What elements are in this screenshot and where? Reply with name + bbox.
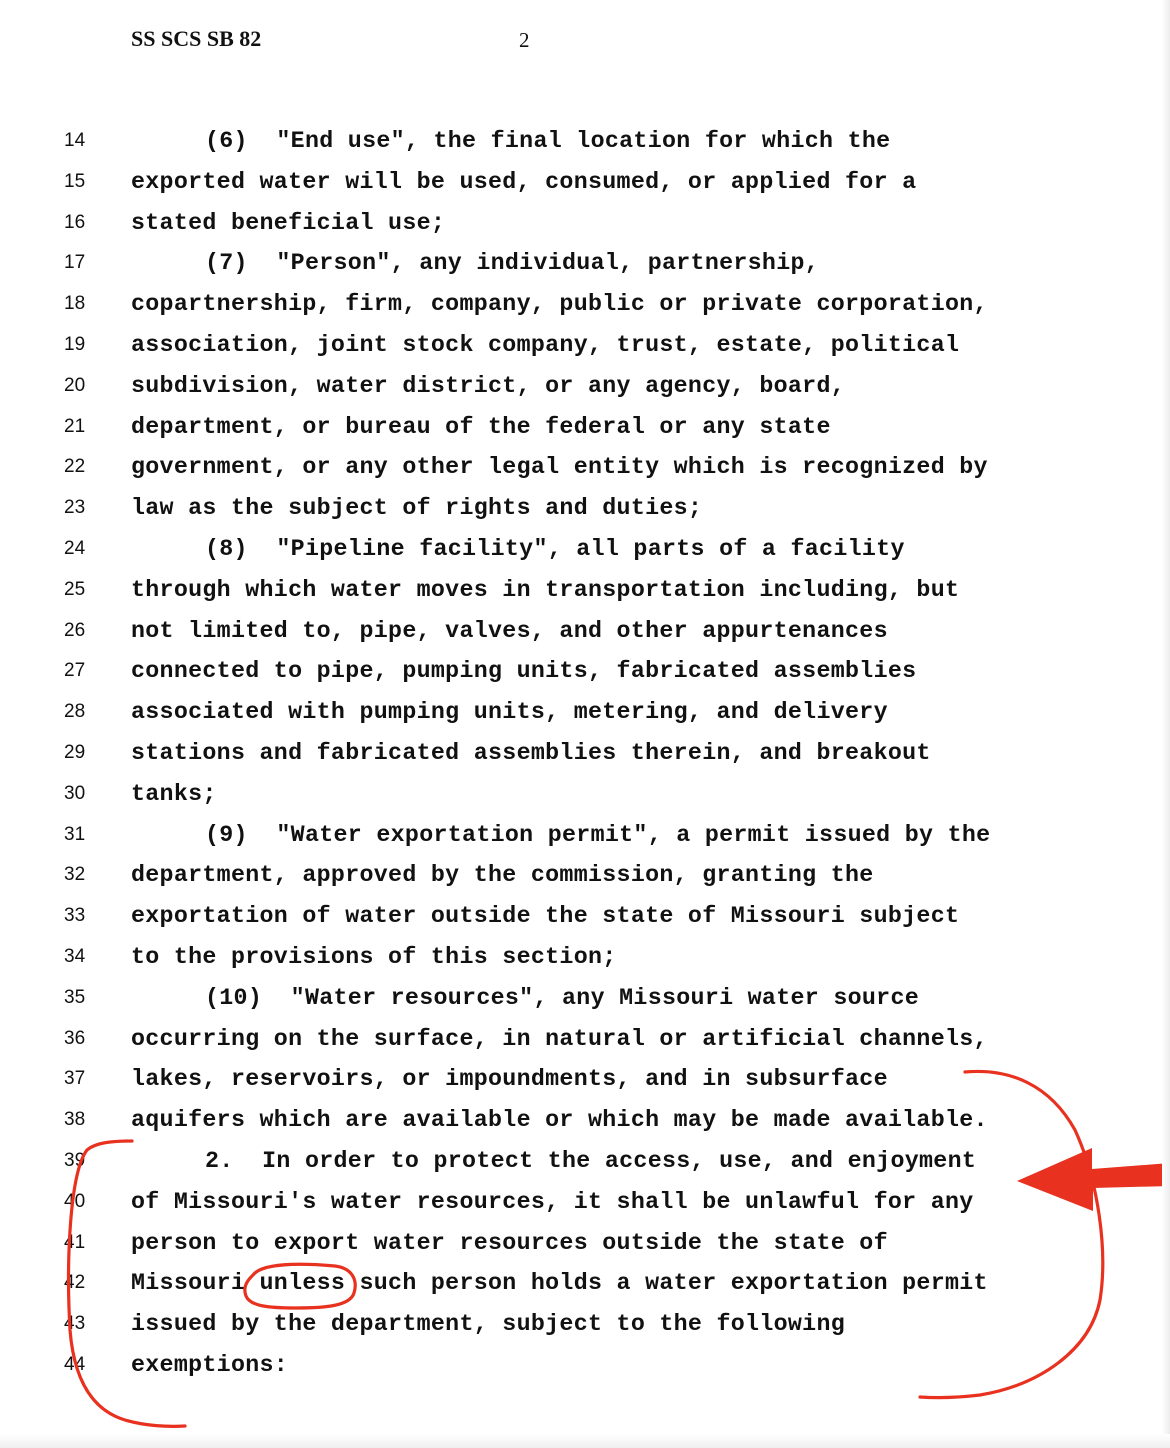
text-line: [0, 1307, 1170, 1348]
line-text: exemptions:: [131, 1351, 289, 1378]
line-number: 26: [64, 619, 86, 641]
page-number: 2: [519, 28, 530, 52]
line-text: (9) "Water exportation permit", a permit issued by the: [205, 821, 991, 848]
text-line: [0, 165, 1170, 206]
line-text: department, approved by the commission, granting the: [131, 862, 874, 889]
line-number: 20: [64, 374, 86, 396]
line-text: government, or any other legal entity which is recognized by: [131, 454, 988, 481]
line-text: 2. In order to protect the access, use, and enjoyment: [205, 1147, 977, 1174]
line-text: stations and fabricated assemblies therein, and breakout: [131, 739, 931, 766]
text-line: [0, 1185, 1170, 1226]
line-number: 42: [64, 1272, 86, 1294]
line-number: 16: [64, 211, 86, 233]
line-text: law as the subject of rights and duties;: [131, 495, 703, 522]
line-number: 31: [64, 823, 86, 845]
line-number: 14: [64, 130, 86, 151]
line-number: 29: [64, 741, 86, 763]
line-number: 40: [64, 1190, 86, 1212]
line-text: exported water will be used, consumed, or applied for a: [131, 168, 917, 195]
line-number: 28: [64, 701, 86, 723]
line-number: 34: [64, 945, 86, 967]
line-text: exportation of water outside the state of Missouri subject: [131, 903, 960, 930]
text-line: [0, 573, 1170, 614]
text-line: [0, 1144, 1170, 1185]
bill-text-body: [0, 124, 1170, 1389]
line-number: 44: [64, 1353, 86, 1375]
text-line: [0, 818, 1170, 859]
line-text: through which water moves in transportation including, but: [131, 576, 960, 603]
line-number: 37: [64, 1068, 86, 1090]
text-line: [0, 124, 1170, 165]
line-number: 36: [64, 1027, 86, 1049]
line-text: association, joint stock company, trust, estate, political: [131, 331, 960, 358]
text-line: [0, 1226, 1170, 1267]
text-line: [0, 1103, 1170, 1144]
line-text: person to export water resources outside the state of: [131, 1229, 888, 1256]
line-text: tanks;: [131, 780, 217, 807]
text-line: [0, 858, 1170, 899]
line-text: associated with pumping units, metering, and delivery: [131, 699, 888, 726]
line-text: connected to pipe, pumping units, fabricated assemblies: [131, 658, 917, 685]
text-line: [0, 532, 1170, 573]
text-line: [0, 940, 1170, 981]
line-text: of Missouri's water resources, it shall be unlawful for any: [131, 1188, 974, 1215]
line-number: 25: [64, 578, 86, 600]
text-line: [0, 777, 1170, 818]
text-line: [0, 1062, 1170, 1103]
line-text: (7) "Person", any individual, partnership,: [205, 250, 820, 277]
line-text: (6) "End use", the final location for which the: [205, 128, 891, 154]
line-number: 21: [64, 415, 86, 437]
line-number: 35: [64, 986, 86, 1008]
line-text: Missouri unless such person holds a water exportation permit: [131, 1270, 988, 1297]
page-bottom-shadow: [0, 1434, 1170, 1448]
bill-identifier: SS SCS SB 82: [131, 26, 262, 51]
line-number: 39: [64, 1149, 86, 1171]
text-line: [0, 981, 1170, 1022]
line-text: aquifers which are available or which may be made available.: [131, 1107, 988, 1134]
text-line: [0, 736, 1170, 777]
line-text: occurring on the surface, in natural or artificial channels,: [131, 1025, 988, 1052]
text-line: [0, 695, 1170, 736]
line-number: 18: [64, 293, 86, 315]
line-number: 17: [64, 252, 86, 274]
text-line: [0, 899, 1170, 940]
text-line: [0, 1266, 1170, 1307]
line-number: 41: [64, 1231, 86, 1253]
line-number: 32: [64, 864, 86, 886]
page-edge-shadow: [1162, 0, 1170, 1448]
line-number: 38: [64, 1109, 86, 1131]
line-number: 19: [64, 333, 86, 355]
line-number: 43: [64, 1313, 86, 1335]
text-line: [0, 287, 1170, 328]
text-line: [0, 206, 1170, 247]
line-text: (10) "Water resources", any Missouri water source: [205, 984, 920, 1011]
text-line: [0, 450, 1170, 491]
line-number: 33: [64, 905, 86, 927]
line-text: copartnership, firm, company, public or private corporation,: [131, 291, 988, 318]
text-line: [0, 328, 1170, 369]
line-text: stated beneficial use;: [131, 209, 446, 236]
text-line: [0, 491, 1170, 532]
line-text: (8) "Pipeline facility", all parts of a facility: [205, 535, 905, 562]
line-number: 15: [64, 170, 86, 192]
text-line: [0, 1022, 1170, 1063]
line-number: 23: [64, 497, 86, 519]
line-number: 30: [64, 782, 86, 804]
line-text: subdivision, water district, or any agency, board,: [131, 372, 846, 399]
line-text: lakes, reservoirs, or impoundments, and in subsurface: [131, 1066, 888, 1093]
line-number: 22: [64, 456, 86, 478]
line-text: department, or bureau of the federal or any state: [131, 413, 831, 440]
line-text: not limited to, pipe, valves, and other appurtenances: [131, 617, 888, 644]
line-text: to the provisions of this section;: [131, 943, 617, 970]
text-line: [0, 614, 1170, 655]
text-line: [0, 369, 1170, 410]
text-line: [0, 1348, 1170, 1389]
line-number: 24: [64, 537, 86, 559]
line-text: issued by the department, subject to the following: [131, 1311, 846, 1338]
text-line: [0, 246, 1170, 287]
text-line: [0, 654, 1170, 695]
line-number: 27: [64, 660, 86, 682]
text-line: [0, 410, 1170, 451]
